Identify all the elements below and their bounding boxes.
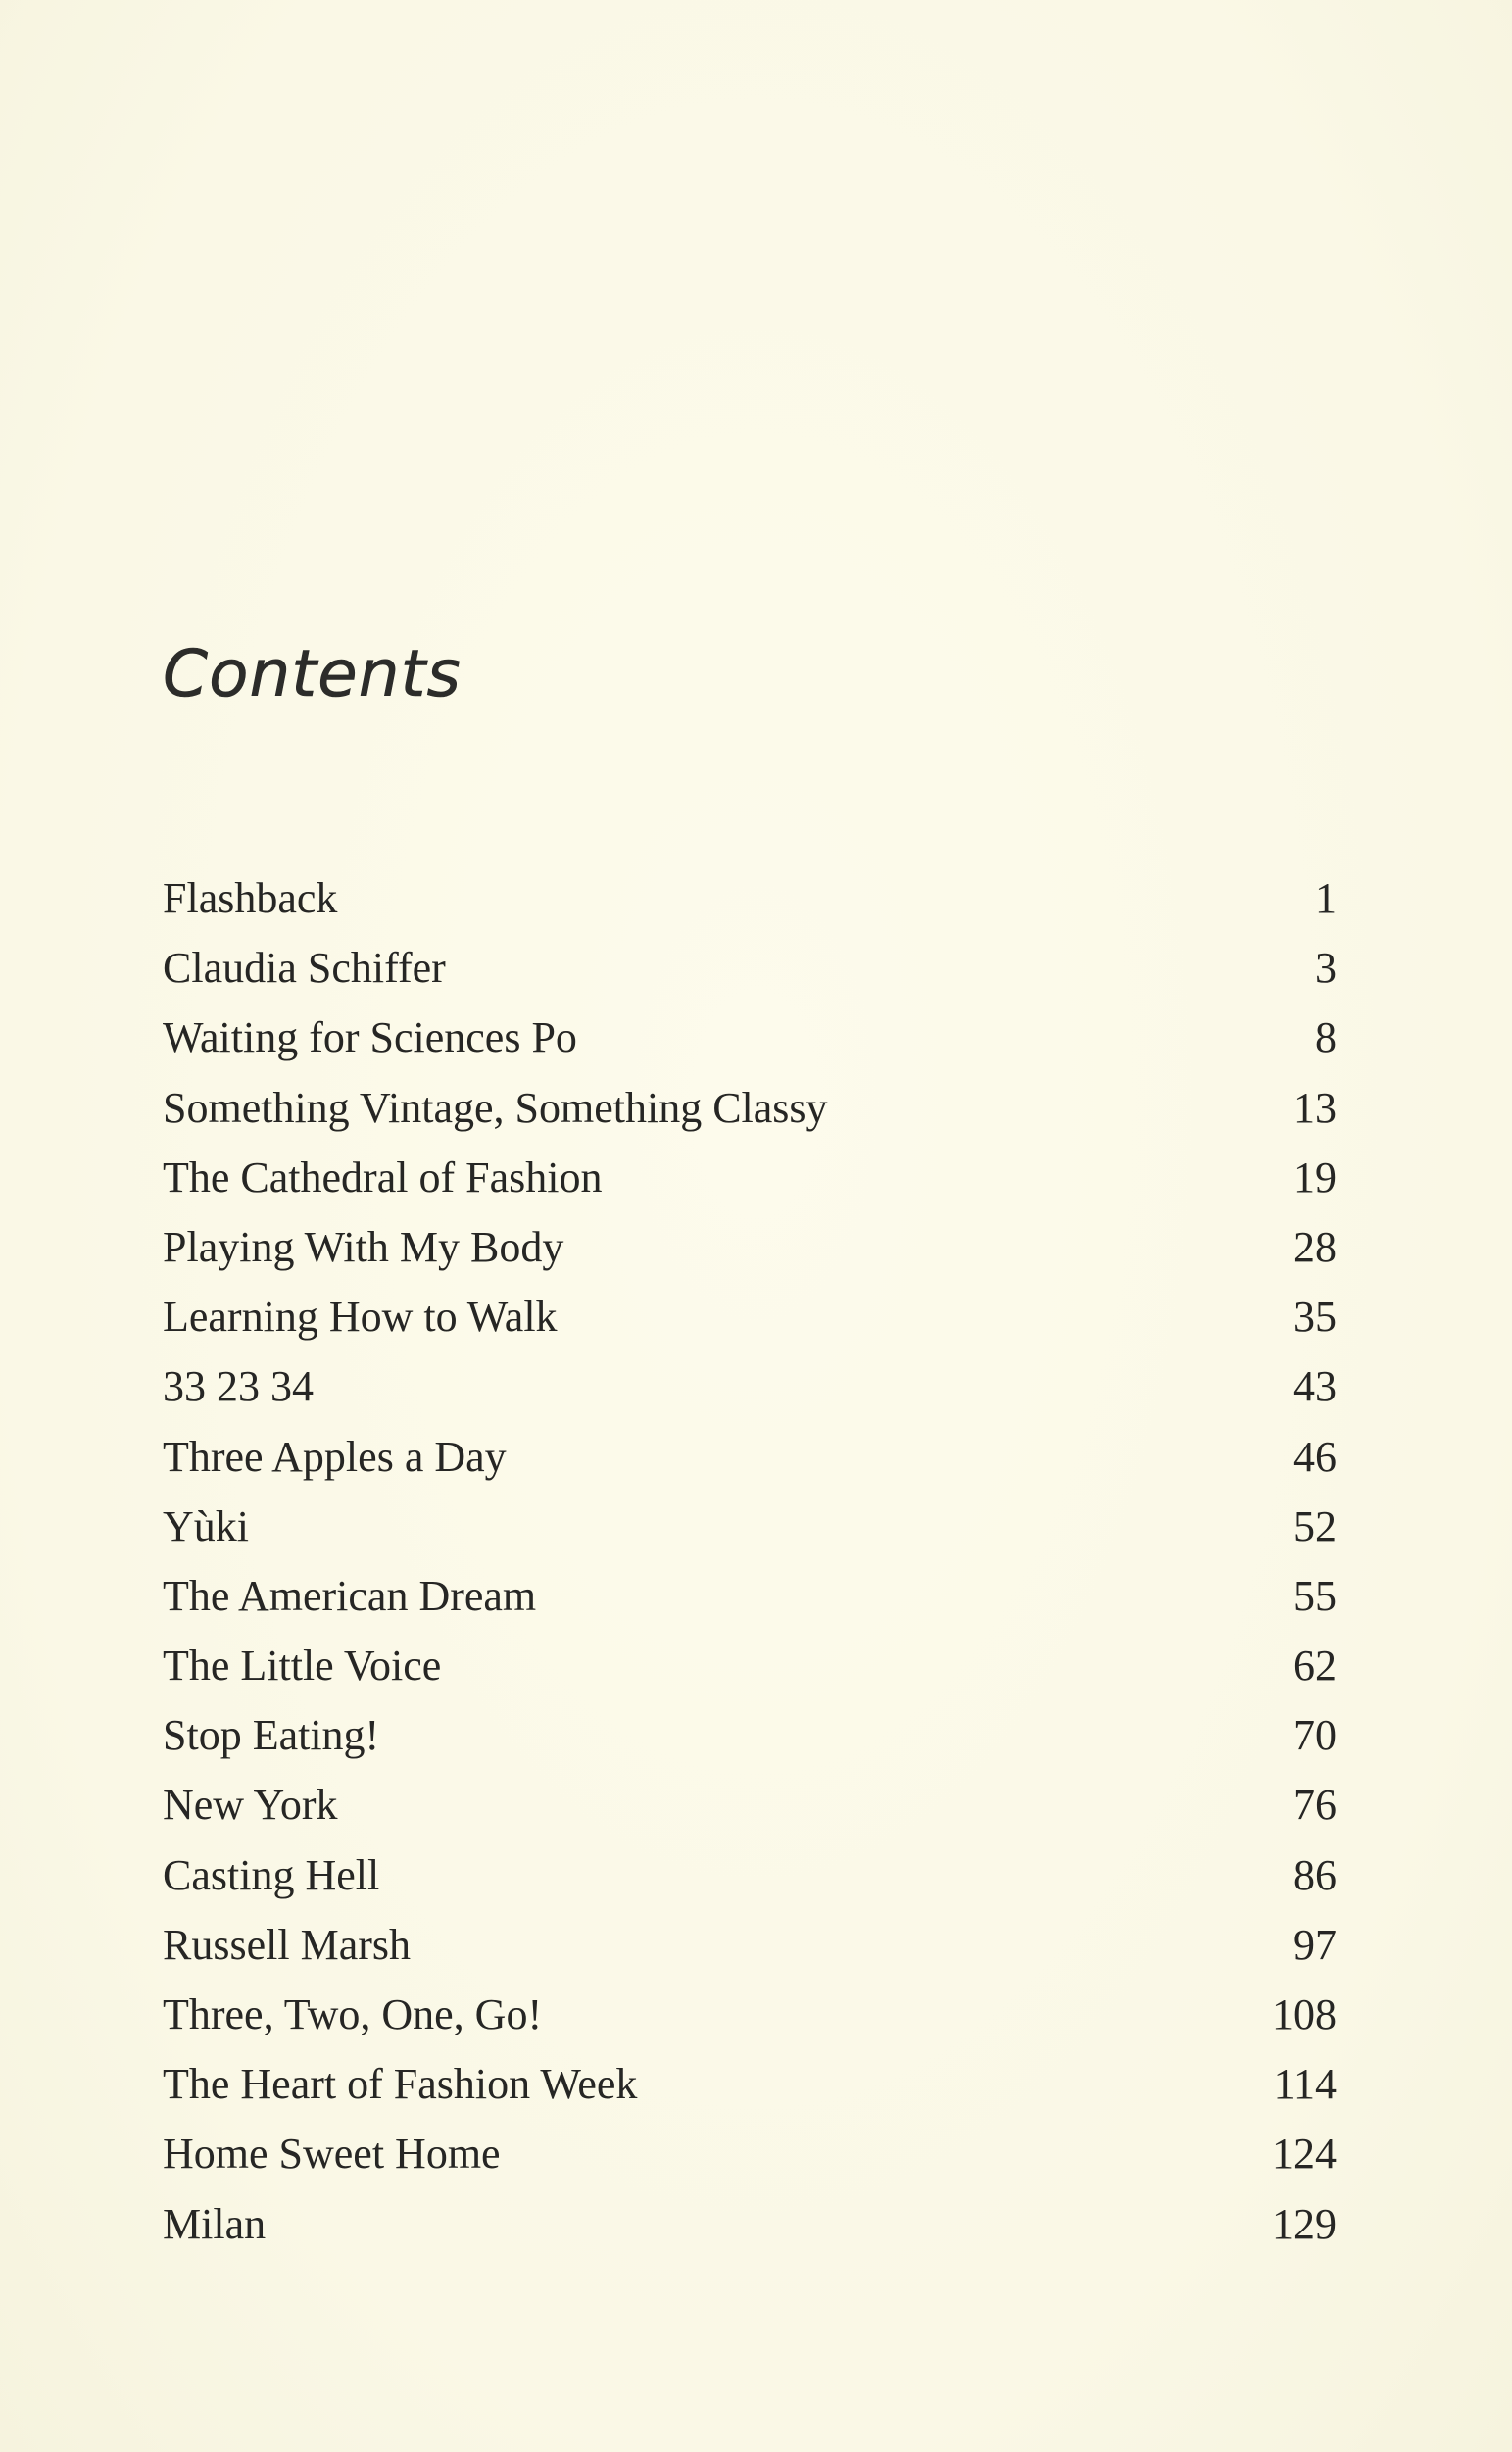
toc-entry-title: The Cathedral of Fashion [163, 1152, 603, 1201]
toc-entry-page: 46 [1293, 1432, 1337, 1481]
toc-entry [163, 1920, 1337, 1993]
toc-entry-page: 76 [1293, 1781, 1337, 1830]
toc-entry-title: Waiting for Sciences Po [163, 1013, 577, 1062]
toc-entry-page: 52 [1293, 1501, 1337, 1550]
toc-entry-title: Claudia Schiffer [163, 944, 446, 993]
toc-entry-page: 86 [1293, 1850, 1337, 1899]
toc-entry-page: 62 [1293, 1642, 1337, 1691]
toc-entry-page: 1 [1315, 874, 1337, 922]
toc-entry-page: 55 [1293, 1571, 1337, 1620]
toc-entry-title: Learning How to Walk [163, 1293, 558, 1342]
toc-entry [163, 1850, 1337, 1924]
toc-entry-page: 129 [1272, 2199, 1337, 2248]
toc-entry-title: Home Sweet Home [163, 2130, 501, 2179]
toc-entry [163, 1432, 1337, 1505]
toc-entry-page: 43 [1293, 1362, 1337, 1411]
toc-entry [163, 2060, 1337, 2133]
toc-entry [163, 1083, 1337, 1156]
toc-entry-page: 3 [1315, 944, 1337, 993]
toc-entry [163, 874, 1337, 947]
toc-entry-page: 124 [1272, 2130, 1337, 2179]
toc-entry-title: Stop Eating! [163, 1711, 380, 1760]
toc-entry [163, 1293, 1337, 1365]
toc-entry-page: 28 [1293, 1222, 1337, 1271]
toc-entry [163, 1362, 1337, 1435]
toc-entry [163, 1711, 1337, 1784]
toc-entry-title: New York [163, 1781, 338, 1830]
toc-entry [163, 1571, 1337, 1644]
toc-entry [163, 1501, 1337, 1575]
contents-heading: Contents [163, 636, 462, 711]
toc-entry-title: Russell Marsh [163, 1920, 411, 1969]
toc-entry-title: Casting Hell [163, 1850, 380, 1899]
toc-entry-page: 19 [1293, 1152, 1337, 1201]
toc-entry [163, 1152, 1337, 1226]
toc-entry-title: Something Vintage, Something Classy [163, 1083, 828, 1132]
toc-entry [163, 1644, 1337, 1714]
toc-entry-page: 70 [1293, 1711, 1337, 1760]
toc-entry-title: Yùki [163, 1501, 249, 1550]
toc-entry-title: Three Apples a Day [163, 1432, 507, 1481]
toc-entry [163, 1990, 1337, 2063]
toc-entry-page: 108 [1272, 1990, 1337, 2038]
toc-entry [163, 1781, 1337, 1853]
toc-entry [163, 944, 1337, 1016]
toc-entry [163, 1013, 1337, 1086]
toc-entry-title: 33 23 34 [163, 1362, 314, 1411]
table-of-contents [163, 874, 1337, 2273]
toc-entry-page: 35 [1293, 1293, 1337, 1342]
toc-entry-page: 97 [1293, 1920, 1337, 1969]
toc-entry-title: The Little Voice [163, 1642, 442, 1691]
toc-entry-title: Playing With My Body [163, 1222, 564, 1271]
toc-entry-title: The Heart of Fashion Week [163, 2060, 638, 2109]
toc-entry [163, 1222, 1337, 1296]
toc-entry-page: 114 [1273, 2060, 1337, 2109]
toc-entry [163, 2199, 1337, 2273]
toc-entry [163, 2130, 1337, 2202]
toc-entry-title: Flashback [163, 874, 338, 922]
toc-entry-page: 8 [1315, 1013, 1337, 1062]
toc-entry-page: 13 [1293, 1083, 1337, 1132]
toc-entry-title: Milan [163, 2199, 267, 2248]
toc-entry-title: Three, Two, One, Go! [163, 1990, 543, 2038]
toc-entry-title: The American Dream [163, 1571, 537, 1620]
